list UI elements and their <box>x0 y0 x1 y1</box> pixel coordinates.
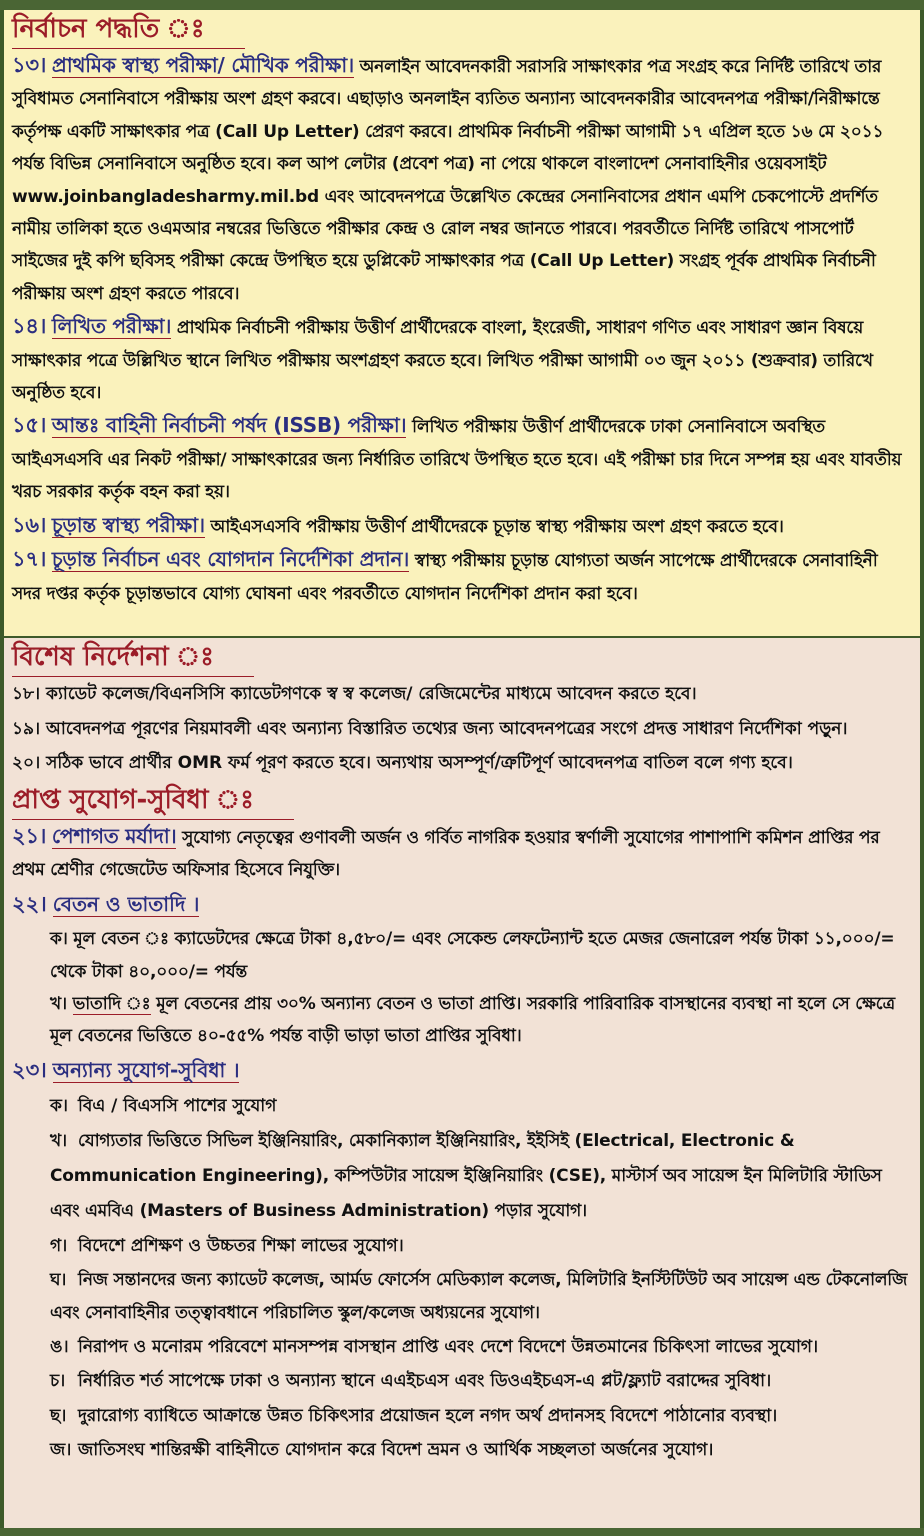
item-text: প্রাথমিক নির্বাচনী পরীক্ষায় উত্তীর্ণ প্রার্থীদেরকে বাংলা, ইংরেজী, সাধারণ গণিত এবং সাধারণ জ্ঞান বিষয়ে সাক্ষাৎকার পত্রে উল্লিখিত স্থানে লিখিত পরীক্ষায় অংশগ্রহণ করতে হবে। লিখিত পরীক্ষা আগামী ০৩ জুন ২০১১ (শুক্রবার) তারিখে অনুষ্ঠিত হবে। <box>12 318 873 404</box>
item-title: অন্যান্য সুযোগ-সুবিধা । <box>52 1057 240 1082</box>
item-number: ১৫। <box>12 413 47 438</box>
item-number: ১৬। <box>12 512 47 537</box>
item-14 <box>12 310 912 409</box>
list-marker: ঙ। <box>50 1336 69 1357</box>
benefit-ja <box>12 1433 912 1468</box>
item-text: স্বাস্থ্য পরীক্ষায় চূড়ান্ত যোগ্যতা অর্জন সাপেক্ষে প্রার্থীদেরকে সেনাবাহিনী সদর দপ্তর কর্তৃক চূড়ান্তভাবে যোগ্য ঘোষনা এবং পরবর্তীতে যোগদান নির্দেশিকা প্রদান করা হবে। <box>12 551 878 604</box>
instructions-benefits-panel <box>4 638 920 1528</box>
list-marker: গ। <box>50 1236 68 1256</box>
instruction-18: ১৮। ক্যাডেট কলেজ/বিএনসিসি ক্যাডেটগণকে স্ব স্ব কলেজ/ রেজিমেন্টের মাধ্যমে আবেদন করতে হবে। <box>12 684 697 704</box>
top-border <box>0 0 924 10</box>
list-marker: চ। <box>50 1371 66 1392</box>
item-15 <box>12 409 912 508</box>
sub-text: মূল বেতনের প্রায় ৩০% অন্যান্য বেতন ও ভাতা প্রাপ্তি। সরকারি পারিবারিক বাসস্থানের ব্যবস্থা না হলে সে ক্ষেত্রে মূল বেতনের ভিত্তিতে ৪০-৫৫% পর্যন্ত বাড়ী ভাড়া ভাতা প্রাপ্তির সুবিধা। <box>50 994 895 1047</box>
benefit-text: বিদেশে প্রশিক্ষণ ও উচ্চতর শিক্ষা লাভের সুযোগ। <box>78 1236 404 1256</box>
benefit-text: যোগ্যতার ভিত্তিতে সিভিল ইঞ্জিনিয়ারিং, মেকানিক্যাল ইঞ্জিনিয়ারিং, ইইসিই (Electrical, Electronic & Communication Engineering), কম্পিউটার সায়েন্স ইঞ্জিনিয়ারিং (CSE), মাস্টার্স অব সায়েন্স ইন মিলিটারি স্টাডিস এবং এমবিএ (Masters of Business Administration) পড়ার সুযোগ। <box>50 1131 882 1221</box>
list-marker: জ। <box>50 1440 72 1461</box>
item-text: লিখিত পরীক্ষায় উত্তীর্ণ প্রার্থীদেরকে ঢাকা সেনানিবাসে অবস্থিত আইএসএসবি এর নিকট পরীক্ষা/ সাক্ষাৎকারের জন্য নির্ধারিত তারিখে উপস্থিত হতে হবে। এই পরীক্ষা চার দিনে সম্পন্ন হয় এবং যাবতীয় খরচ সরকার কর্তৃক বহন করা হয়। <box>12 417 902 503</box>
benefit-gha <box>12 1264 912 1330</box>
item-17 <box>12 543 912 610</box>
benefit-text: নির্ধারিত শর্ত সাপেক্ষে ঢাকা ও অন্যান্য স্থানে এএইচএস এবং ডিওএইচএস-এ প্লট/ফ্ল্যাট বরাদ্দের সুবিধা। <box>78 1371 772 1392</box>
item-22-ka: ক। মূল বেতন ঃ ক্যাডেটদের ক্ষেত্রে টাকা ৪,৫৮০/= এবং সেকেন্ড লেফটেন্যান্ট হতে মেজর জেনারেল পর্যন্ত টাকা ১১,০০০/= থেকে টাকা ৪০,০০০/= পর্যন্ত <box>50 929 895 982</box>
sub-title: ভাতাদি ঃ <box>72 994 151 1014</box>
item-23 <box>12 1053 912 1090</box>
item-number: ১৩। <box>12 53 47 77</box>
selection-process-panel <box>4 10 920 636</box>
benefit-cha <box>12 1364 912 1399</box>
item-title: চূড়ান্ত নির্বাচন এবং যোগদান নির্দেশিকা প্রদান। <box>51 547 410 572</box>
item-title: প্রাথমিক স্বাস্থ্য পরীক্ষা/ মৌখিক পরীক্ষা। <box>51 53 354 77</box>
benefit-umo <box>12 1330 912 1365</box>
list-marker: ছ। <box>50 1405 67 1426</box>
benefit-text: নিজ সন্তানদের জন্য ক্যাডেট কলেজ, আর্মড ফোর্সেস মেডিক্যাল কলেজ, মিলিটারি ইনস্টিটিউট অব সায়েন্স এন্ড টেকনোলজি এবং সেনাবাহিনীর তত্ত্বাবধানে পরিচালিত স্কুল/কলেজ অধ্যয়নের সুযোগ। <box>50 1269 908 1323</box>
item-text: আইএসএসবি পরীক্ষায় উত্তীর্ণ প্রার্থীদেরকে চূড়ান্ত স্বাস্থ্য পরীক্ষায় অংশ গ্রহণ করতে হবে। <box>210 516 784 537</box>
benefit-kha <box>12 1124 912 1229</box>
sub-label: খ। <box>50 994 67 1014</box>
benefit-text: বিএ / বিএসসি পাশের সুযোগ <box>78 1096 277 1117</box>
bottom-border <box>0 1528 924 1536</box>
item-22-kha <box>12 988 912 1053</box>
item-number: ২১। <box>12 823 47 848</box>
list-marker: ঘ। <box>50 1269 67 1290</box>
list-marker: ক। <box>50 1096 68 1117</box>
instruction-20: ২০। সঠিক ভাবে প্রার্থীর OMR ফর্ম পূরণ করতে হবে। অন্যথায় অসম্পূর্ণ/ত্রুটিপূর্ণ আবেদনপত্র বাতিল বলে গণ্য হবে। <box>12 753 793 774</box>
item-title: বেতন ও ভাতাদি । <box>52 891 200 916</box>
item-21 <box>12 820 912 887</box>
benefit-text: নিরাপদ ও মনোরম পরিবেশে মানসম্পন্ন বাসস্থান প্রাপ্তি এবং দেশে বিদেশে উন্নতমানের চিকিৎসা লাভের সুযোগ। <box>78 1336 819 1357</box>
item-text: সুযোগ্য নেতৃত্বের গুণাবলী অর্জন ও গর্বিত নাগরিক হওয়ার স্বর্ণালী সুযোগের পাশাপাশি কমিশন প্রাপ্তির পর প্রথম শ্রেণীর গেজেটেড অফিসার হিসেবে নিযুক্তি। <box>12 827 880 881</box>
section-heading: নির্বাচন পদ্ধতি ঃ <box>12 10 245 49</box>
item-number: ২৩। <box>12 1057 47 1082</box>
benefit-text: দুরারোগ্য ব্যাধিতে আক্রান্তে উন্নত চিকিৎসার প্রয়োজন হলে নগদ অর্থ প্রদানসহ বিদেশে পাঠানোর ব্যবস্থা। <box>78 1405 778 1426</box>
item-number: ১৪। <box>12 314 47 339</box>
benefit-ga <box>12 1229 912 1264</box>
section-heading: বিশেষ নির্দেশনা ঃ <box>12 638 254 677</box>
instruction-19: ১৯। আবেদনপত্র পূরণের নিয়মাবলী এবং অন্যান্য বিস্তারিত তথ্যের জন্য আবেদনপত্রের সংগে প্রদত্ত সাধারণ নির্দেশিকা পড়ুন। <box>12 718 848 739</box>
item-title: পেশাগত মর্যাদা। <box>51 823 177 848</box>
item-13 <box>12 49 912 310</box>
item-title: চূড়ান্ত স্বাস্থ্য পরীক্ষা। <box>51 512 205 537</box>
list-marker: খ। <box>50 1131 67 1151</box>
item-title: আন্তঃ বাহিনী নির্বাচনী পর্ষদ (ISSB) পরীক্ষা। <box>51 413 407 438</box>
item-22 <box>12 887 912 924</box>
benefit-text: জাতিসংঘ শান্তিরক্ষী বাহিনীতে যোগদান করে বিদেশ ভ্রমন ও আর্থিক সচ্ছলতা অর্জনের সুযোগ। <box>78 1440 714 1461</box>
section-heading: প্রাপ্ত সুযোগ-সুবিধা ঃ <box>12 781 294 820</box>
item-number: ১৭। <box>12 547 47 572</box>
benefit-chha <box>12 1399 912 1434</box>
benefit-ka <box>12 1089 912 1124</box>
item-number: ২২। <box>12 891 47 916</box>
item-text: অনলাইন আবেদনকারী সরাসরি সাক্ষাৎকার পত্র সংগ্রহ করে নির্দিষ্ট তারিখে তার সুবিধামত সেনানিবাসে পরীক্ষায় অংশ গ্রহণ করবে। এছাড়াও অনলাইন ব্যতিত অন্যান্য আবেদনকারীর আবেদনপত্র পরীক্ষা/নিরীক্ষান্তে কর্তৃপক্ষ একটি সাক্ষাৎকার পত্র (Call Up Letter) প্রেরণ করবে। প্রাথমিক নির্বাচনী পরীক্ষা আগামী ১৭ এপ্রিল হতে ১৬ মে ২০১১ পর্যন্ত বিভিন্ন সেনানিবাসে অনুষ্ঠিত হবে। কল আপ লেটার (প্রবেশ পত্র) না পেয়ে থাকলে বাংলাদেশ সেনাবাহিনীর ওয়েবসাইট www.joinbangladesharmy.mil.bd এবং আবেদনপত্রে উল্লেখিত কেন্দ্রের সেনানিবাসের প্রধান এমপি চেকপোস্টে প্রদর্শিত নামীয় তালিকা হতে ওএমআর নম্বরের ভিত্তিতে পরীক্ষার কেন্দ্র ও রোল নম্বর জানতে পারবে। পরবর্তীতে নির্দিষ্ট তারিখে পাসপোর্ট সাইজের দুই কপি ছবিসহ পরীক্ষা কেন্দ্রে উপস্থিত হয়ে ডুপ্লিকেট সাক্ষাৎকার পত্র (Call Up Letter) সংগ্রহ পূর্বক প্রাথমিক নির্বাচনী পরীক্ষায় অংশ গ্রহণ করতে পারবে। <box>12 57 884 304</box>
item-title: লিখিত পরীক্ষা। <box>51 314 172 339</box>
item-16 <box>12 509 912 543</box>
